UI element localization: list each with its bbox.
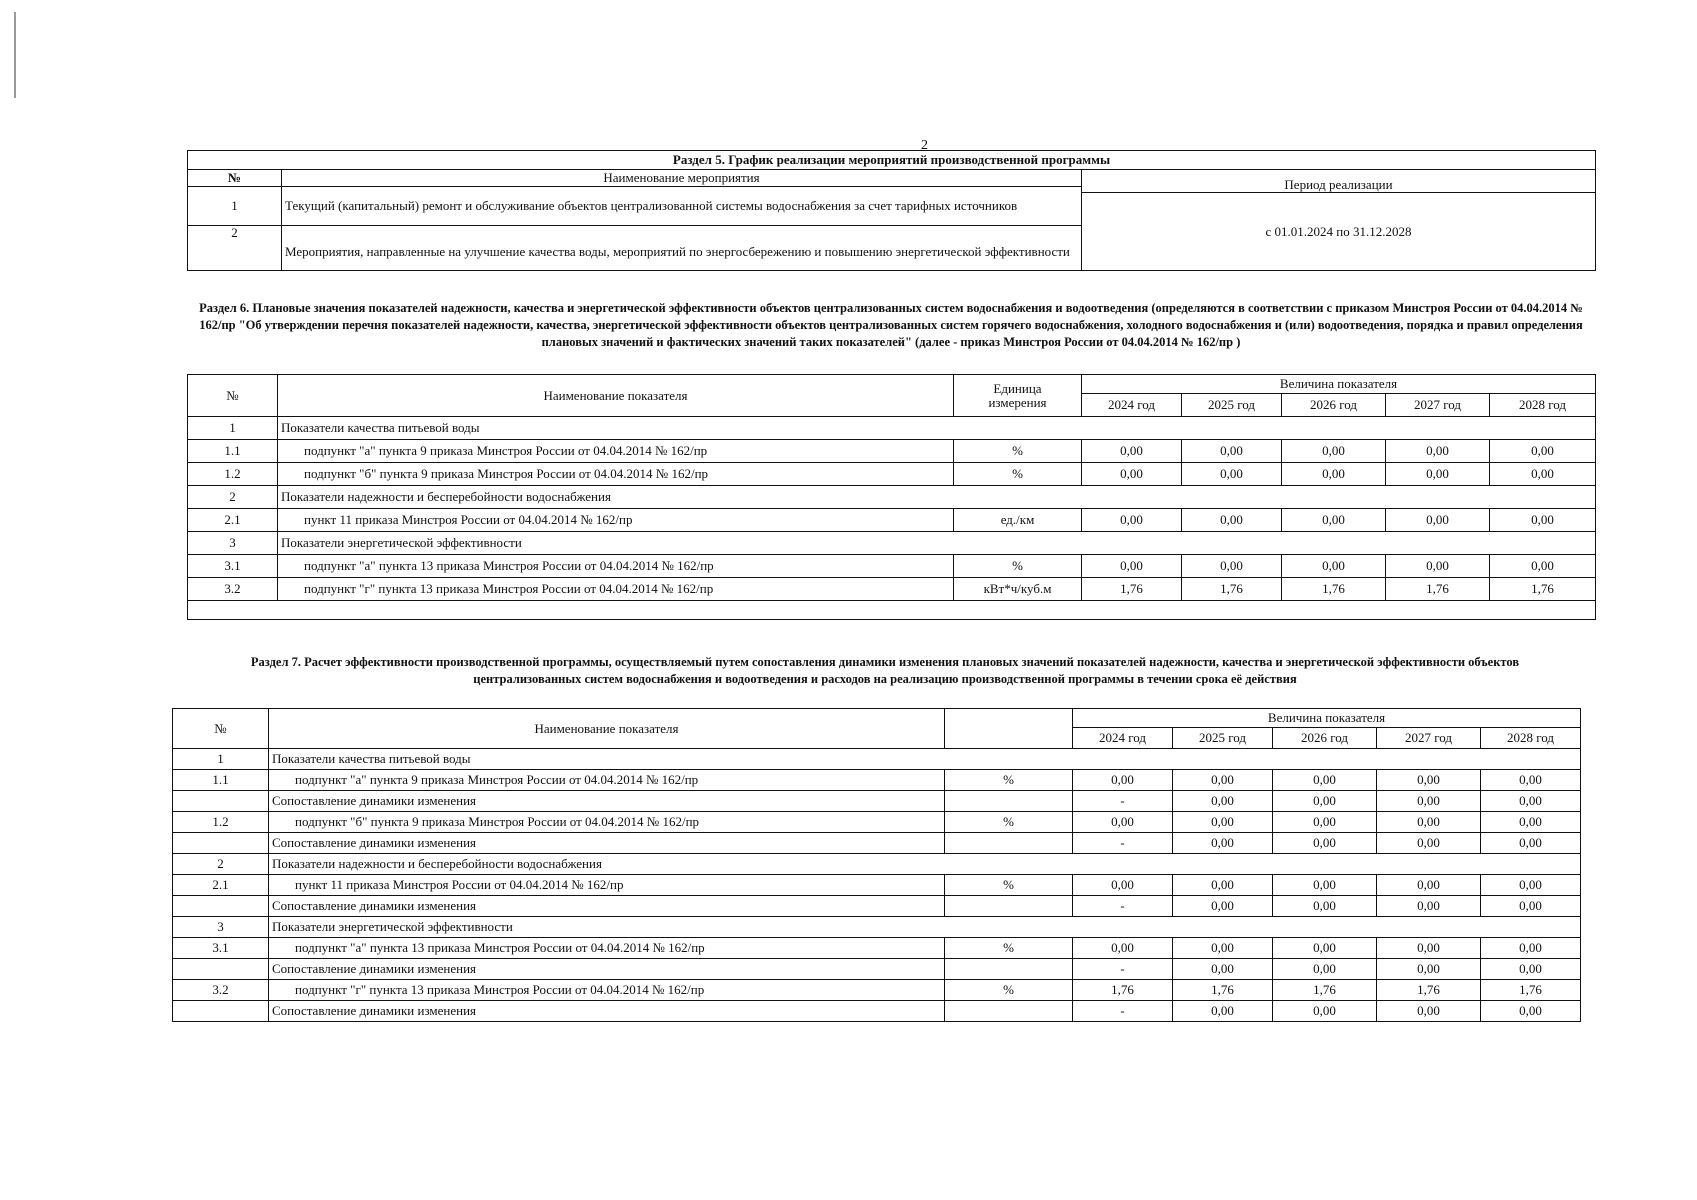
row-value: 0,00 — [1182, 509, 1282, 532]
row-value: 0,00 — [1377, 1001, 1481, 1022]
row-unit-empty — [945, 959, 1073, 980]
table-row — [188, 555, 1596, 578]
table-row-empty — [188, 601, 1596, 620]
section5-table — [187, 150, 1596, 271]
row-value: 0,00 — [1490, 555, 1596, 578]
row-value: 0,00 — [1282, 440, 1386, 463]
row-num: 3.1 — [188, 555, 278, 578]
section5-title: Раздел 5. График реализации мероприятий производственной программы — [188, 151, 1596, 170]
group-row — [173, 917, 1581, 938]
row-value: - — [1073, 959, 1173, 980]
row-num — [173, 791, 269, 812]
row-value: 0,00 — [1173, 812, 1273, 833]
compare-row — [173, 959, 1581, 980]
row-name: подпункт "а" пункта 13 приказа Минстроя России от 04.04.2014 № 162/пр — [269, 938, 945, 959]
row-value: - — [1073, 896, 1173, 917]
row-value: 0,00 — [1490, 463, 1596, 486]
row-value: - — [1073, 833, 1173, 854]
section6-year: 2025 год — [1182, 394, 1282, 417]
row-num — [173, 1001, 269, 1022]
row-value: 0,00 — [1377, 938, 1481, 959]
row-value: 0,00 — [1386, 509, 1490, 532]
row-value: 0,00 — [1273, 896, 1377, 917]
row-value: 0,00 — [1073, 770, 1173, 791]
row-value: 0,00 — [1073, 875, 1173, 896]
row-value: 0,00 — [1173, 938, 1273, 959]
row-value: 0,00 — [1377, 896, 1481, 917]
row-name: пункт 11 приказа Минстроя России от 04.04.2014 № 162/пр — [269, 875, 945, 896]
section7-title: Раздел 7. Расчет эффективности производственной программы, осуществляемый путем сопоставления динамики изменения плановых значений показателей надежности, качества и энергетической эффективности объектов централизованных систем водоснабжения и водоотведения и расходов на реализацию производственной программы в течении срока её действия — [250, 655, 1520, 686]
row-value: 0,00 — [1490, 509, 1596, 532]
table-row — [188, 532, 1596, 555]
row-value: 0,00 — [1386, 463, 1490, 486]
row-num: 3 — [173, 917, 269, 938]
section6-col-num: № — [188, 375, 278, 417]
table-row — [188, 463, 1596, 486]
row-num: 3.2 — [173, 980, 269, 1001]
row-num: 2.1 — [188, 509, 278, 532]
row-unit: % — [954, 463, 1082, 486]
row-name: Сопоставление динамики изменения — [269, 896, 945, 917]
section5-row-num: 1 — [188, 187, 282, 226]
row-value: 0,00 — [1377, 791, 1481, 812]
row-name: Показатели энергетической эффективности — [278, 532, 1596, 555]
row-value: 0,00 — [1481, 959, 1581, 980]
section6-year: 2024 год — [1082, 394, 1182, 417]
row-value: 0,00 — [1173, 959, 1273, 980]
row-name: подпункт "г" пункта 13 приказа Минстроя России от 04.04.2014 № 162/пр — [269, 980, 945, 1001]
row-num: 3.1 — [173, 938, 269, 959]
section7-year: 2028 год — [1481, 728, 1581, 749]
row-value: 0,00 — [1386, 440, 1490, 463]
row-name: Показатели энергетической эффективности — [269, 917, 1581, 938]
section7-col-name: Наименование показателя — [269, 709, 945, 749]
row-value: - — [1073, 1001, 1173, 1022]
section6-year: 2026 год — [1282, 394, 1386, 417]
row-value: 0,00 — [1481, 791, 1581, 812]
row-value: 0,00 — [1282, 463, 1386, 486]
row-num — [173, 896, 269, 917]
row-value: 0,00 — [1481, 938, 1581, 959]
row-unit: % — [954, 555, 1082, 578]
row-unit: % — [945, 980, 1073, 1001]
row-value: 1,76 — [1073, 980, 1173, 1001]
row-value: 1,76 — [1386, 578, 1490, 601]
section5-row-name: Текущий (капитальный) ремонт и обслуживание объектов централизованной системы водоснабжения за счет тарифных источников — [282, 187, 1082, 226]
row-unit-empty — [945, 896, 1073, 917]
row-unit: % — [945, 938, 1073, 959]
row-value: 0,00 — [1481, 770, 1581, 791]
table-row — [188, 486, 1596, 509]
row-name: подпункт "б" пункта 9 приказа Минстроя России от 04.04.2014 № 162/пр — [278, 463, 954, 486]
row-value: 0,00 — [1377, 833, 1481, 854]
row-value: 1,76 — [1182, 578, 1282, 601]
row-name: Показатели надежности и бесперебойности водоснабжения — [269, 854, 1581, 875]
row-value: 0,00 — [1182, 463, 1282, 486]
row-num: 1 — [188, 417, 278, 440]
row-num: 1 — [173, 749, 269, 770]
section6-col-unit: Единица измерения — [954, 375, 1082, 417]
row-value: 0,00 — [1481, 875, 1581, 896]
row-value: 0,00 — [1073, 938, 1173, 959]
row-value: 0,00 — [1481, 1001, 1581, 1022]
row-unit: % — [945, 875, 1073, 896]
table-row — [173, 875, 1581, 896]
row-value: 0,00 — [1377, 959, 1481, 980]
section5-col-name: Наименование мероприятия — [282, 170, 1082, 187]
section6-year: 2028 год — [1490, 394, 1596, 417]
row-value: 1,76 — [1173, 980, 1273, 1001]
row-value: 1,76 — [1490, 578, 1596, 601]
row-num: 2 — [188, 486, 278, 509]
row-name: Сопоставление динамики изменения — [269, 959, 945, 980]
row-value: 0,00 — [1386, 555, 1490, 578]
compare-row — [173, 896, 1581, 917]
section7-col-num: № — [173, 709, 269, 749]
row-value: 1,76 — [1273, 980, 1377, 1001]
row-value: 1,76 — [1377, 980, 1481, 1001]
section7-body — [173, 749, 1581, 1022]
row-value: 0,00 — [1273, 959, 1377, 980]
row-value: 0,00 — [1481, 896, 1581, 917]
table-row — [188, 440, 1596, 463]
compare-row — [173, 1001, 1581, 1022]
section5-row-num: 2 — [188, 226, 282, 271]
row-unit-empty — [945, 791, 1073, 812]
row-value: 1,76 — [1082, 578, 1182, 601]
row-unit-empty — [945, 833, 1073, 854]
section6-title: Раздел 6. Плановые значения показателей надежности, качества и энергетической эффективности объектов централизованных систем водоснабжения и водоотведения (определяются в соответствии с приказом Минстроя России от 04.04.2014 № 162/пр "Об утверждении перечня показателей надежности, качества, энергетической эффективности объектов централизованных систем горячего водоснабжения, холодного водоснабжения и (или) водоотведения, порядка и правил определения плановых значений и фактических значений таких показателей" (далее - приказ Минстроя России от 04.04.2014 № 162/пр ) — [199, 301, 1583, 349]
row-value: 1,76 — [1282, 578, 1386, 601]
row-value: - — [1073, 791, 1173, 812]
row-value: 0,00 — [1481, 812, 1581, 833]
row-value: 0,00 — [1377, 875, 1481, 896]
group-row — [173, 854, 1581, 875]
section6-col-value: Величина показателя — [1082, 375, 1596, 394]
row-num: 3 — [188, 532, 278, 555]
row-value: 0,00 — [1082, 440, 1182, 463]
table-row — [173, 938, 1581, 959]
row-name: Сопоставление динамики изменения — [269, 1001, 945, 1022]
row-value: 0,00 — [1273, 1001, 1377, 1022]
row-num: 2 — [173, 854, 269, 875]
row-num: 1.1 — [173, 770, 269, 791]
row-num: 1.2 — [188, 463, 278, 486]
row-name: Показатели качества питьевой воды — [278, 417, 1596, 440]
row-value: 0,00 — [1082, 555, 1182, 578]
section6-year: 2027 год — [1386, 394, 1490, 417]
row-name: подпункт "а" пункта 9 приказа Минстроя России от 04.04.2014 № 162/пр — [278, 440, 954, 463]
row-name: подпункт "а" пункта 13 приказа Минстроя России от 04.04.2014 № 162/пр — [278, 555, 954, 578]
row-value: 0,00 — [1173, 896, 1273, 917]
row-value: 0,00 — [1481, 833, 1581, 854]
empty-cell — [188, 601, 1596, 620]
table-row — [173, 812, 1581, 833]
section7-year: 2026 год — [1273, 728, 1377, 749]
table-row — [188, 417, 1596, 440]
row-value: 0,00 — [1273, 833, 1377, 854]
section7-year: 2027 год — [1377, 728, 1481, 749]
row-unit: % — [945, 770, 1073, 791]
row-value: 0,00 — [1082, 509, 1182, 532]
scan-edge-mark — [14, 12, 16, 98]
table-row — [188, 578, 1596, 601]
row-value: 1,76 — [1481, 980, 1581, 1001]
row-value: 0,00 — [1082, 463, 1182, 486]
compare-row — [173, 833, 1581, 854]
row-value: 0,00 — [1282, 509, 1386, 532]
row-value: 0,00 — [1273, 770, 1377, 791]
section5-col-num: № — [188, 170, 282, 187]
table-row — [173, 980, 1581, 1001]
section5-row-name: Мероприятия, направленные на улучшение качества воды, мероприятий по энергосбережению и повышению энергетической эффективности — [282, 226, 1082, 271]
row-value: 0,00 — [1273, 875, 1377, 896]
row-unit: % — [954, 440, 1082, 463]
row-name: подпункт "г" пункта 13 приказа Минстроя России от 04.04.2014 № 162/пр — [278, 578, 954, 601]
section7-year: 2024 год — [1073, 728, 1173, 749]
row-num — [173, 833, 269, 854]
row-value: 0,00 — [1173, 1001, 1273, 1022]
section6-table — [187, 374, 1596, 620]
row-value: 0,00 — [1173, 791, 1273, 812]
row-unit: кВт*ч/куб.м — [954, 578, 1082, 601]
row-unit-empty — [945, 1001, 1073, 1022]
section7-year: 2025 год — [1173, 728, 1273, 749]
row-num: 1.1 — [188, 440, 278, 463]
row-num: 3.2 — [188, 578, 278, 601]
row-value: 0,00 — [1173, 770, 1273, 791]
section6-col-name: Наименование показателя — [278, 375, 954, 417]
row-name: подпункт "б" пункта 9 приказа Минстроя России от 04.04.2014 № 162/пр — [269, 812, 945, 833]
row-name: Сопоставление динамики изменения — [269, 833, 945, 854]
row-value: 0,00 — [1173, 833, 1273, 854]
row-value: 0,00 — [1273, 938, 1377, 959]
section7-table — [172, 708, 1581, 1022]
section7-col-unit-empty — [945, 709, 1073, 749]
row-unit: ед./км — [954, 509, 1082, 532]
row-num: 2.1 — [173, 875, 269, 896]
row-value: 0,00 — [1173, 875, 1273, 896]
section7-col-value: Величина показателя — [1073, 709, 1581, 728]
row-value: 0,00 — [1273, 791, 1377, 812]
section5-col-period: Период реализации — [1082, 170, 1596, 193]
row-name: Показатели надежности и бесперебойности водоснабжения — [278, 486, 1596, 509]
row-value: 0,00 — [1377, 812, 1481, 833]
group-row — [173, 749, 1581, 770]
compare-row — [173, 791, 1581, 812]
row-value: 0,00 — [1182, 440, 1282, 463]
table-row — [188, 509, 1596, 532]
row-value: 0,00 — [1282, 555, 1386, 578]
row-unit: % — [945, 812, 1073, 833]
row-value: 0,00 — [1377, 770, 1481, 791]
row-name: Показатели качества питьевой воды — [269, 749, 1581, 770]
row-value: 0,00 — [1182, 555, 1282, 578]
page-number: 2 — [921, 138, 928, 153]
row-name: пункт 11 приказа Минстроя России от 04.04.2014 № 162/пр — [278, 509, 954, 532]
row-name: Сопоставление динамики изменения — [269, 791, 945, 812]
row-value: 0,00 — [1073, 812, 1173, 833]
row-name: подпункт "а" пункта 9 приказа Минстроя России от 04.04.2014 № 162/пр — [269, 770, 945, 791]
row-num: 1.2 — [173, 812, 269, 833]
row-value: 0,00 — [1490, 440, 1596, 463]
section5-period-value: с 01.01.2024 по 31.12.2028 — [1082, 193, 1596, 271]
row-value: 0,00 — [1273, 812, 1377, 833]
table-row — [173, 770, 1581, 791]
row-num — [173, 959, 269, 980]
